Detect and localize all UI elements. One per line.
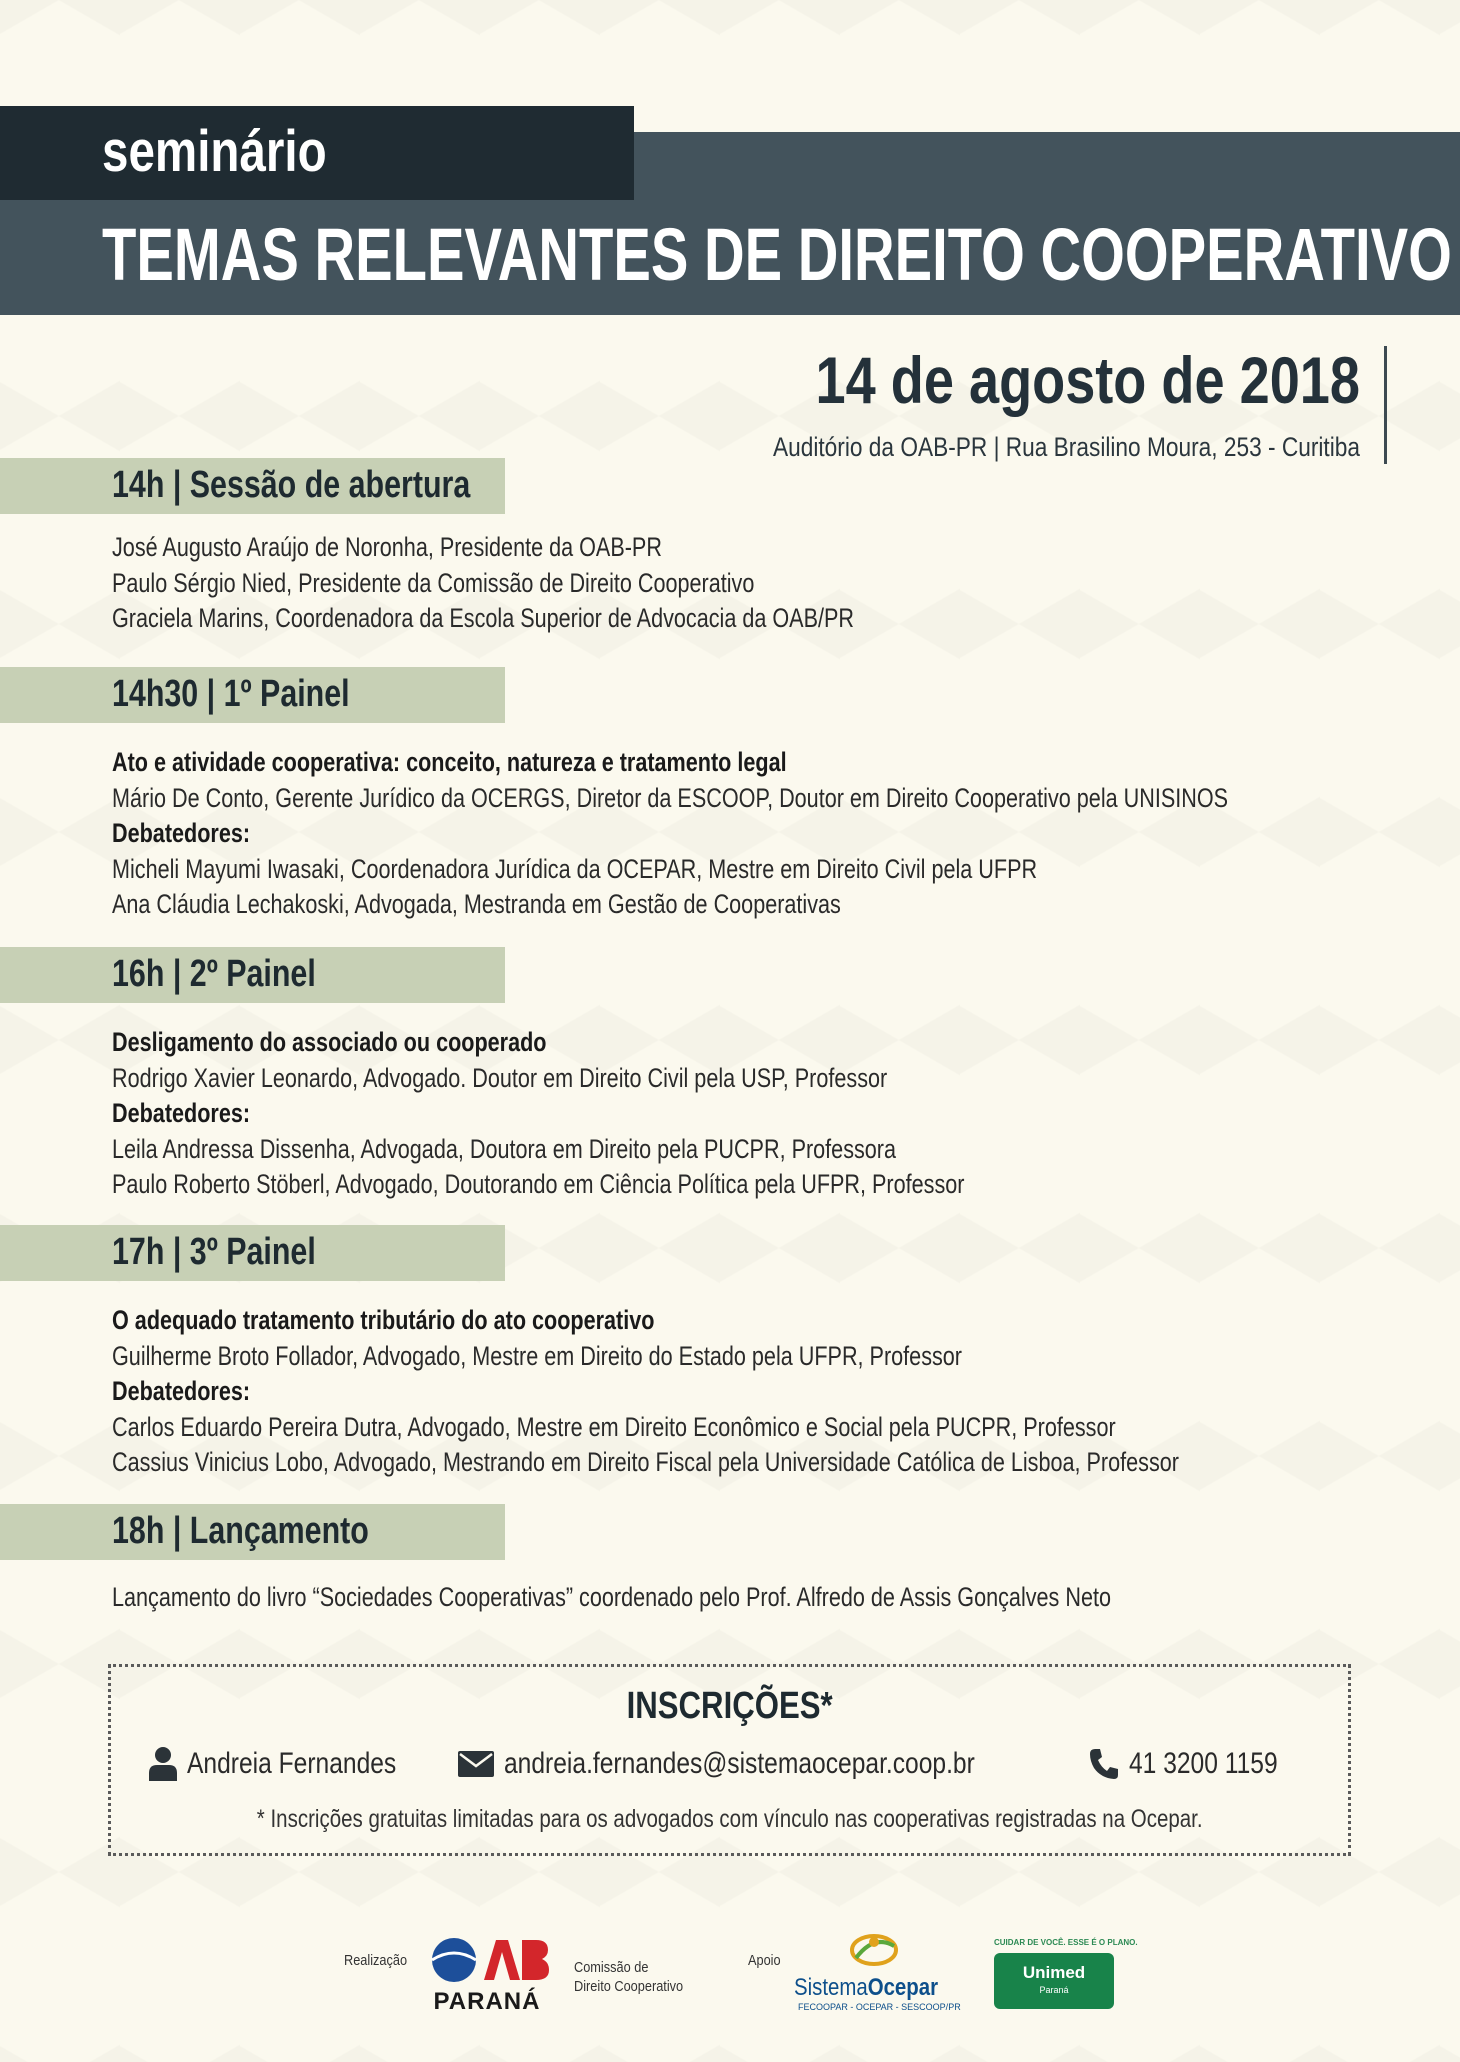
session-opening [0, 458, 1460, 637]
session-panel-3 [0, 1225, 1460, 1481]
session-title: 16h | 2º Painel [112, 953, 316, 995]
ocepar-emblem [790, 1930, 960, 1974]
realizacao-label: Realização [344, 1952, 408, 1969]
session-title: 17h | 3º Painel [112, 1231, 316, 1273]
session-header-bar [0, 1225, 505, 1281]
contact-row [111, 1747, 1348, 1781]
registration-note: * Inscrições gratuitas limitadas para os advogados com vínculo nas cooperativas registradas na Ocepar. [256, 1805, 1203, 1833]
unimed-region: Paraná [1039, 1985, 1069, 1995]
apoio-label: Apoio [748, 1952, 781, 1969]
session-body [0, 1281, 1460, 1481]
contact-email[interactable] [458, 1747, 1078, 1781]
oab-region-text: PARANÁ [433, 1988, 541, 2015]
session-line: Ana Cláudia Lechakoski, Advogada, Mestranda em Gestão de Cooperativas [112, 889, 841, 919]
session-title: 14h | Sessão de abertura [112, 464, 471, 506]
ocepar-name: SistemaOcepar [794, 1974, 939, 2001]
panel-topic: Ato e atividade cooperativa: conceito, natureza e tratamento legal [112, 747, 787, 777]
email-link[interactable]: andreia.fernandes@sistemaocepar.coop.br [504, 1747, 976, 1780]
header-title: TEMAS RELEVANTES DE DIREITO COOPERATIVO [102, 213, 1452, 296]
session-line: Lançamento do livro “Sociedades Cooperativas” coordenado pelo Prof. Alfredo de Assis Gonçalves Neto [112, 1582, 1111, 1612]
registration-box [108, 1664, 1351, 1856]
session-line: Guilherme Broto Follador, Advogado, Mestre em Direito do Estado pela UFPR, Professor [112, 1340, 962, 1371]
session-body [0, 514, 1460, 637]
ocepar-logo [790, 1930, 960, 2015]
session-launch [0, 1504, 1460, 1616]
phone-icon [1089, 1748, 1119, 1780]
contact-person [149, 1747, 442, 1781]
comissao-line: Direito Cooperativo [574, 1978, 684, 1995]
contact-name: Andreia Fernandes [187, 1747, 397, 1780]
session-body [0, 1003, 1460, 1203]
session-title: 14h30 | 1º Painel [112, 673, 350, 715]
session-line: Cassius Vinicius Lobo, Advogado, Mestrando em Direito Fiscal pela Universidade Católica de Lisboa, Professor [112, 1447, 1179, 1477]
session-header-bar [0, 667, 505, 723]
session-line: Leila Andressa Dissenha, Advogada, Doutora em Direito pela PUCPR, Professora [112, 1133, 897, 1164]
ocepar-subtitle: FECOOPAR - OCEPAR - SESCOOP/PR [798, 2002, 961, 2012]
event-date: 14 de agosto de 2018 [815, 343, 1360, 417]
panel-topic: Desligamento do associado ou cooperado [112, 1027, 547, 1057]
session-line: Paulo Roberto Stöberl, Advogado, Doutorando em Ciência Política pela UFPR, Professor [112, 1169, 965, 1199]
oab-logo [424, 1934, 550, 2015]
session-line: Graciela Marins, Coordenadora da Escola Superior de Advocacia da OAB/PR [112, 603, 854, 633]
registration-title: INSCRIÇÕES* [626, 1685, 833, 1727]
session-body [0, 1560, 1460, 1616]
session-panel-2 [0, 947, 1460, 1203]
session-body [0, 723, 1460, 923]
comissao-text [574, 1958, 683, 1996]
date-divider [1384, 346, 1387, 464]
header-subtitle: seminário [102, 119, 327, 184]
session-header-bar [0, 1504, 505, 1560]
unimed-name: Unimed [1022, 1963, 1086, 1982]
debaters-label: Debatedores: [112, 818, 251, 848]
session-line: Micheli Mayumi Iwasaki, Coordenadora Jurídica da OCEPAR, Mestre em Direito Civil pela UFPR [112, 853, 1038, 884]
session-header-bar [0, 458, 505, 514]
session-line: José Augusto Araújo de Noronha, Presidente da OAB-PR [112, 532, 662, 562]
session-line: Mário De Conto, Gerente Jurídico da OCERGS, Diretor da ESCOOP, Doutor em Direito Cooperativo pela UNISINOS [112, 782, 1229, 813]
session-panel-1 [0, 667, 1460, 923]
unimed-tagline: CUIDAR DE VOCÊ. ESSE É O PLANO. [994, 1938, 1138, 1947]
event-info [460, 342, 1360, 463]
session-title: 18h | Lançamento [112, 1510, 369, 1552]
unimed-logo [994, 1953, 1114, 2009]
session-header-bar [0, 947, 505, 1003]
contact-phone[interactable] [1089, 1747, 1310, 1781]
oab-emblem [424, 1934, 550, 1986]
person-icon [149, 1747, 177, 1781]
debaters-label: Debatedores: [112, 1098, 251, 1128]
session-line: Carlos Eduardo Pereira Dutra, Advogado, Mestre em Direito Econômico e Social pela PUCPR, Professor [112, 1411, 1116, 1442]
session-line: Paulo Sérgio Nied, Presidente da Comissão de Direito Cooperativo [112, 567, 755, 598]
phone-number[interactable]: 41 3200 1159 [1128, 1747, 1278, 1780]
session-line: Rodrigo Xavier Leonardo, Advogado. Doutor em Direito Civil pela USP, Professor [112, 1062, 888, 1093]
event-location: Auditório da OAB-PR | Rua Brasilino Moura, 253 - Curitiba [772, 432, 1360, 462]
debaters-label: Debatedores: [112, 1376, 251, 1406]
envelope-icon [458, 1751, 494, 1777]
comissao-line: Comissão de [574, 1959, 649, 1976]
panel-topic: O adequado tratamento tributário do ato cooperativo [112, 1305, 655, 1335]
